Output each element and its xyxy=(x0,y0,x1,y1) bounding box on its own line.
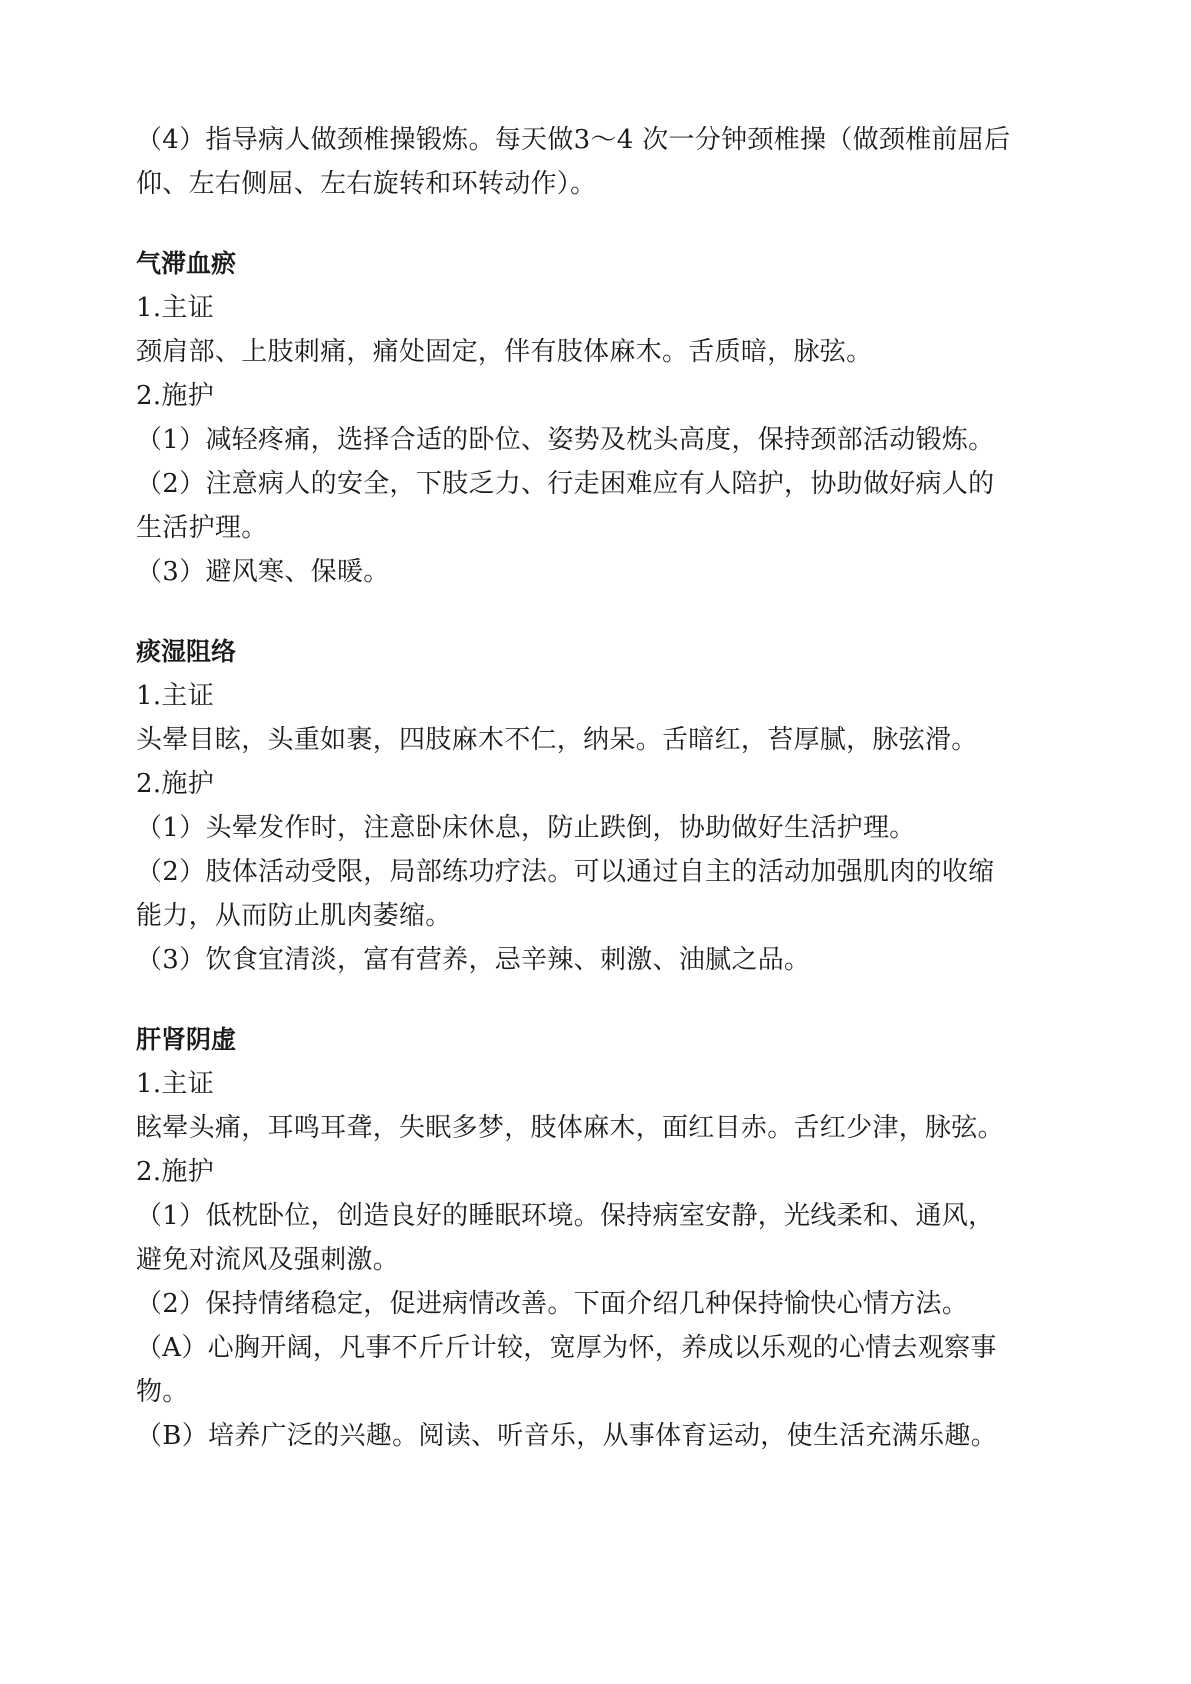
care-line: （1）头晕发作时，注意卧床休息，防止跌倒，协助做好生活护理。 xyxy=(136,813,916,843)
care-line: （1）低枕卧位，创造良好的睡眠环境。保持病室安静，光线柔和、通风， xyxy=(136,1201,995,1231)
section-tanshi-zuluo xyxy=(136,630,1066,982)
care-line: 避免对流风及强刺激。 xyxy=(136,1245,400,1275)
care-line: 生活护理。 xyxy=(136,513,268,543)
document-page xyxy=(136,118,1066,1458)
care-line: （2）注意病人的安全，下肢乏力、行走困难应有人陪护，协助做好病人的 xyxy=(136,469,995,499)
care-line: 物。 xyxy=(136,1377,189,1407)
main-symptom-label: 1.主证 xyxy=(136,1069,215,1099)
care-line: （1）减轻疼痛，选择合适的卧位、姿势及枕头高度，保持颈部活动锻炼。 xyxy=(136,425,995,455)
care-line: （3）饮食宜清淡，富有营养，忌辛辣、刺激、油腻之品。 xyxy=(136,945,811,975)
section-title: 气滞血瘀 xyxy=(136,249,237,278)
section-ganshen-yinxu xyxy=(136,1018,1066,1458)
main-symptom-text: 颈肩部、上肢刺痛，痛处固定，伴有肢体麻木。舌质暗，脉弦。 xyxy=(136,337,873,367)
main-symptom-label: 1.主证 xyxy=(136,293,215,323)
care-label: 2.施护 xyxy=(136,769,215,799)
care-line: （2）保持情绪稳定，促进病情改善。下面介绍几种保持愉快心情方法。 xyxy=(136,1289,969,1319)
care-line: （3）避风寒、保暖。 xyxy=(136,557,390,587)
main-symptom-text: 眩晕头痛，耳鸣耳聋，失眠多梦，肢体麻木，面红目赤。舌红少津，脉弦。 xyxy=(136,1113,1004,1143)
care-label: 2.施护 xyxy=(136,381,215,411)
section-title: 肝肾阴虚 xyxy=(136,1025,237,1054)
section-qizhi-xueyu xyxy=(136,242,1066,594)
care-line: 能力，从而防止肌肉萎缩。 xyxy=(136,901,452,931)
care-line: （B）培养广泛的兴趣。阅读、听音乐，从事体育运动，使生活充满乐趣。 xyxy=(136,1421,998,1451)
intro-line-1: （4）指导病人做颈椎操锻炼。每天做3～4 次一分钟颈椎操（做颈椎前屈后 xyxy=(136,125,1011,155)
care-label: 2.施护 xyxy=(136,1157,215,1187)
section-title: 痰湿阻络 xyxy=(136,637,237,666)
intro-line-2: 仰、左右侧屈、左右旋转和环转动作）。 xyxy=(136,169,597,199)
care-line: （2）肢体活动受限，局部练功疗法。可以通过自主的活动加强肌肉的收缩 xyxy=(136,857,995,887)
care-line: （A）心胸开阔，凡事不斤斤计较，宽厚为怀，养成以乐观的心情去观察事 xyxy=(136,1333,997,1363)
main-symptom-text: 头晕目眩，头重如裹，四肢麻木不仁，纳呆。舌暗红，苔厚腻，脉弦滑。 xyxy=(136,725,978,755)
main-symptom-label: 1.主证 xyxy=(136,681,215,711)
